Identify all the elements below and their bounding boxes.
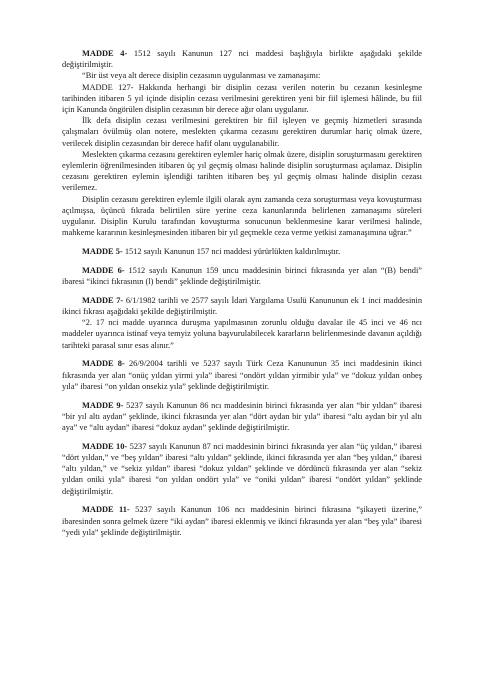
article-11-paragraph: [62, 504, 422, 538]
article-7-heading: MADDE 7-: [82, 295, 124, 305]
article-6-heading: MADDE 6-: [82, 265, 125, 275]
article-5-paragraph: [62, 246, 422, 257]
article-4-quote-paragraph-4: Disiplin cezasını gerektiren eylemle ilgili olarak aynı zamanda ceza soruşturması veya kovuşturması açılmışsa, üçüncü fıkrada belirtilen süre yerine ceza kanunlarında belirlenen zamanaşımı süreleri uygulanır. Disiplin Kurulu tarafından kovuşturma sonucunun beklenmesine karar verilmesi halinde, mahkeme kararının kesinleşmesinden itibaren bir yıl geçmekle ceza verme yetkisi zamanaşımına uğrar.”: [62, 194, 422, 238]
article-7-text: 6/1/1982 tarihli ve 2577 sayılı İdari Yargılama Usulü Kanununun ek 1 inci maddesinin ikinci fıkrası aşağıdaki şekilde değiştirilmiştir.: [62, 295, 423, 317]
article-4-quote-paragraph-2: İlk defa disiplin cezası verilmesini gerektiren bir fiil işleyen ve geçmiş hizmetleri sırasında çalışmaları övülmüş olan notere, meslekten çıkarma cezasını gerektiren durumlar hariç olmak üzere, verilecek disiplin cezasından bir derece hafif olanı uygulanabilir.: [62, 116, 422, 148]
article-11-text: 5237 sayılı Kanunun 106 ncı maddesinin birinci fıkrasına “şikayeti üzerine,” ibaresinden sonra gelmek üzere “iki aydan” ibaresi eklenmiş ve ikinci fıkrasında yer alan “beş yıla” ibaresi “yedi yıla” şeklinde değiştirilmiştir.: [62, 505, 422, 537]
article-4-quote-paragraph-1: MADDE 127- Hakkında herhangi bir disiplin cezası verilen noterin bu cezanın kesinleşme tarihinden itibaren 5 yıl içinde disiplin cezası verilmesini gerektiren yeni bir fiil işlemesi hâlinde, bu fiil için Kanunda öngörülen disiplin cezasının bir derece ağır olanı uygulanır.: [62, 82, 422, 115]
article-4-heading: MADDE 4-: [82, 49, 128, 58]
article-10-heading: MADDE 10-: [82, 441, 128, 451]
article-10-paragraph: [62, 441, 422, 497]
article-6-paragraph: [62, 265, 422, 287]
article-9-text: 5237 sayılı Kanunun 86 ncı maddesinin birinci fıkrasında yer alan “bir yıldan” ibaresi “bir yıl altı aydan” şeklinde, ikinci fıkrasında yer alan “dört aydan bir yıla” ibaresi “altı aydan bir yıl altı aya” ve “altı aydan” ibaresi “dokuz aydan” şeklinde değiştirilmiştir.: [62, 400, 422, 433]
article-8-heading: MADDE 8-: [82, 359, 125, 369]
article-11: [62, 504, 422, 538]
article-9-paragraph: [62, 400, 422, 434]
article-7-paragraph: [62, 295, 422, 317]
article-6: [62, 265, 422, 287]
article-9: [62, 400, 422, 434]
article-9-heading: MADDE 9-: [82, 400, 124, 410]
article-4-intro: [62, 48, 422, 70]
article-4: [62, 48, 422, 238]
article-5: [62, 246, 422, 257]
article-7-quote: “2. 17 nci madde uyarınca duruşma yapılmasının zorunlu olduğu davalar ile 45 inci ve 46 ncı maddeler uyarınca istinaf veya temyiz yoluna başvurulabilecek kararların belirlenmesinde davanın açıldığı tarihteki parasal sınır esas alınır.”: [62, 318, 422, 350]
article-8-paragraph: [62, 358, 422, 392]
article-6-text: 1512 sayılı Kanunun 159 uncu maddesinin birinci fıkrasında yer alan “(B) bendi” ibaresi “ikinci fıkrasının (l) bendi” şeklinde değiştirilmiştir.: [62, 265, 422, 287]
article-10-text: 5237 sayılı Kanunun 87 nci maddesinin birinci fıkrasında yer alan “üç yıldan,” ibaresi “dört yıldan,” ve “beş yıldan” ibaresi “altı yıldan” şeklinde, ikinci fıkrasında yer alan “beş yıldan,” ibaresi “altı yıldan,” ve “sekiz yıldan” ibaresi “dokuz yıldan” şeklinde ve dördüncü fıkrasında yer alan “sekiz yıldan oniki yıla” ibaresi “on yıldan ondört yıla” ve “oniki yıldan” ibaresi “ondört yıldan” şeklinde değiştirilmiştir.: [62, 441, 422, 496]
article-8-text: 26/9/2004 tarihli ve 5237 sayılı Türk Ceza Kanununun 35 inci maddesinin ikinci fıkrasında yer alan “onüç yıldan yirmi yıla” ibaresi “ondört yıldan yirmibir yıla” ve “dokuz yıldan onbeş yıla” ibaresi “on yıldan onsekiz yıla” şeklinde değiştirilmiştir.: [62, 359, 423, 391]
article-4-quote-title: “Bir üst veya alt derece disiplin cezasının uygulanması ve zamanaşımı:: [82, 71, 321, 81]
article-7: [62, 295, 422, 351]
article-4-quote-paragraph-3: Meslekten çıkarma cezasını gerektiren eylemler hariç olmak üzere, disiplin soruşturmasını gerektiren eylemlerin öğrenilmesinden itibaren üç yıl geçmiş olması halinde disiplin soruşturması açılamaz. Disiplin cezasını gerektiren eylemin işlendiği tarihten itibaren beş yıl geçmiş olması halinde disiplin cezası verilemez.: [62, 149, 422, 193]
article-5-heading: MADDE 5-: [82, 247, 123, 257]
article-10: [62, 441, 422, 497]
article-11-heading: MADDE 11-: [82, 505, 130, 515]
article-8: [62, 358, 422, 392]
article-5-text: 1512 sayılı Kanunun 157 nci maddesi yürürlükten kaldırılmıştır.: [124, 247, 341, 257]
article-4-text: 1512 sayılı Kanunun 127 nci maddesi başlığıyla birlikte aşağıdaki şekilde değiştirilmiştir.: [62, 49, 422, 70]
